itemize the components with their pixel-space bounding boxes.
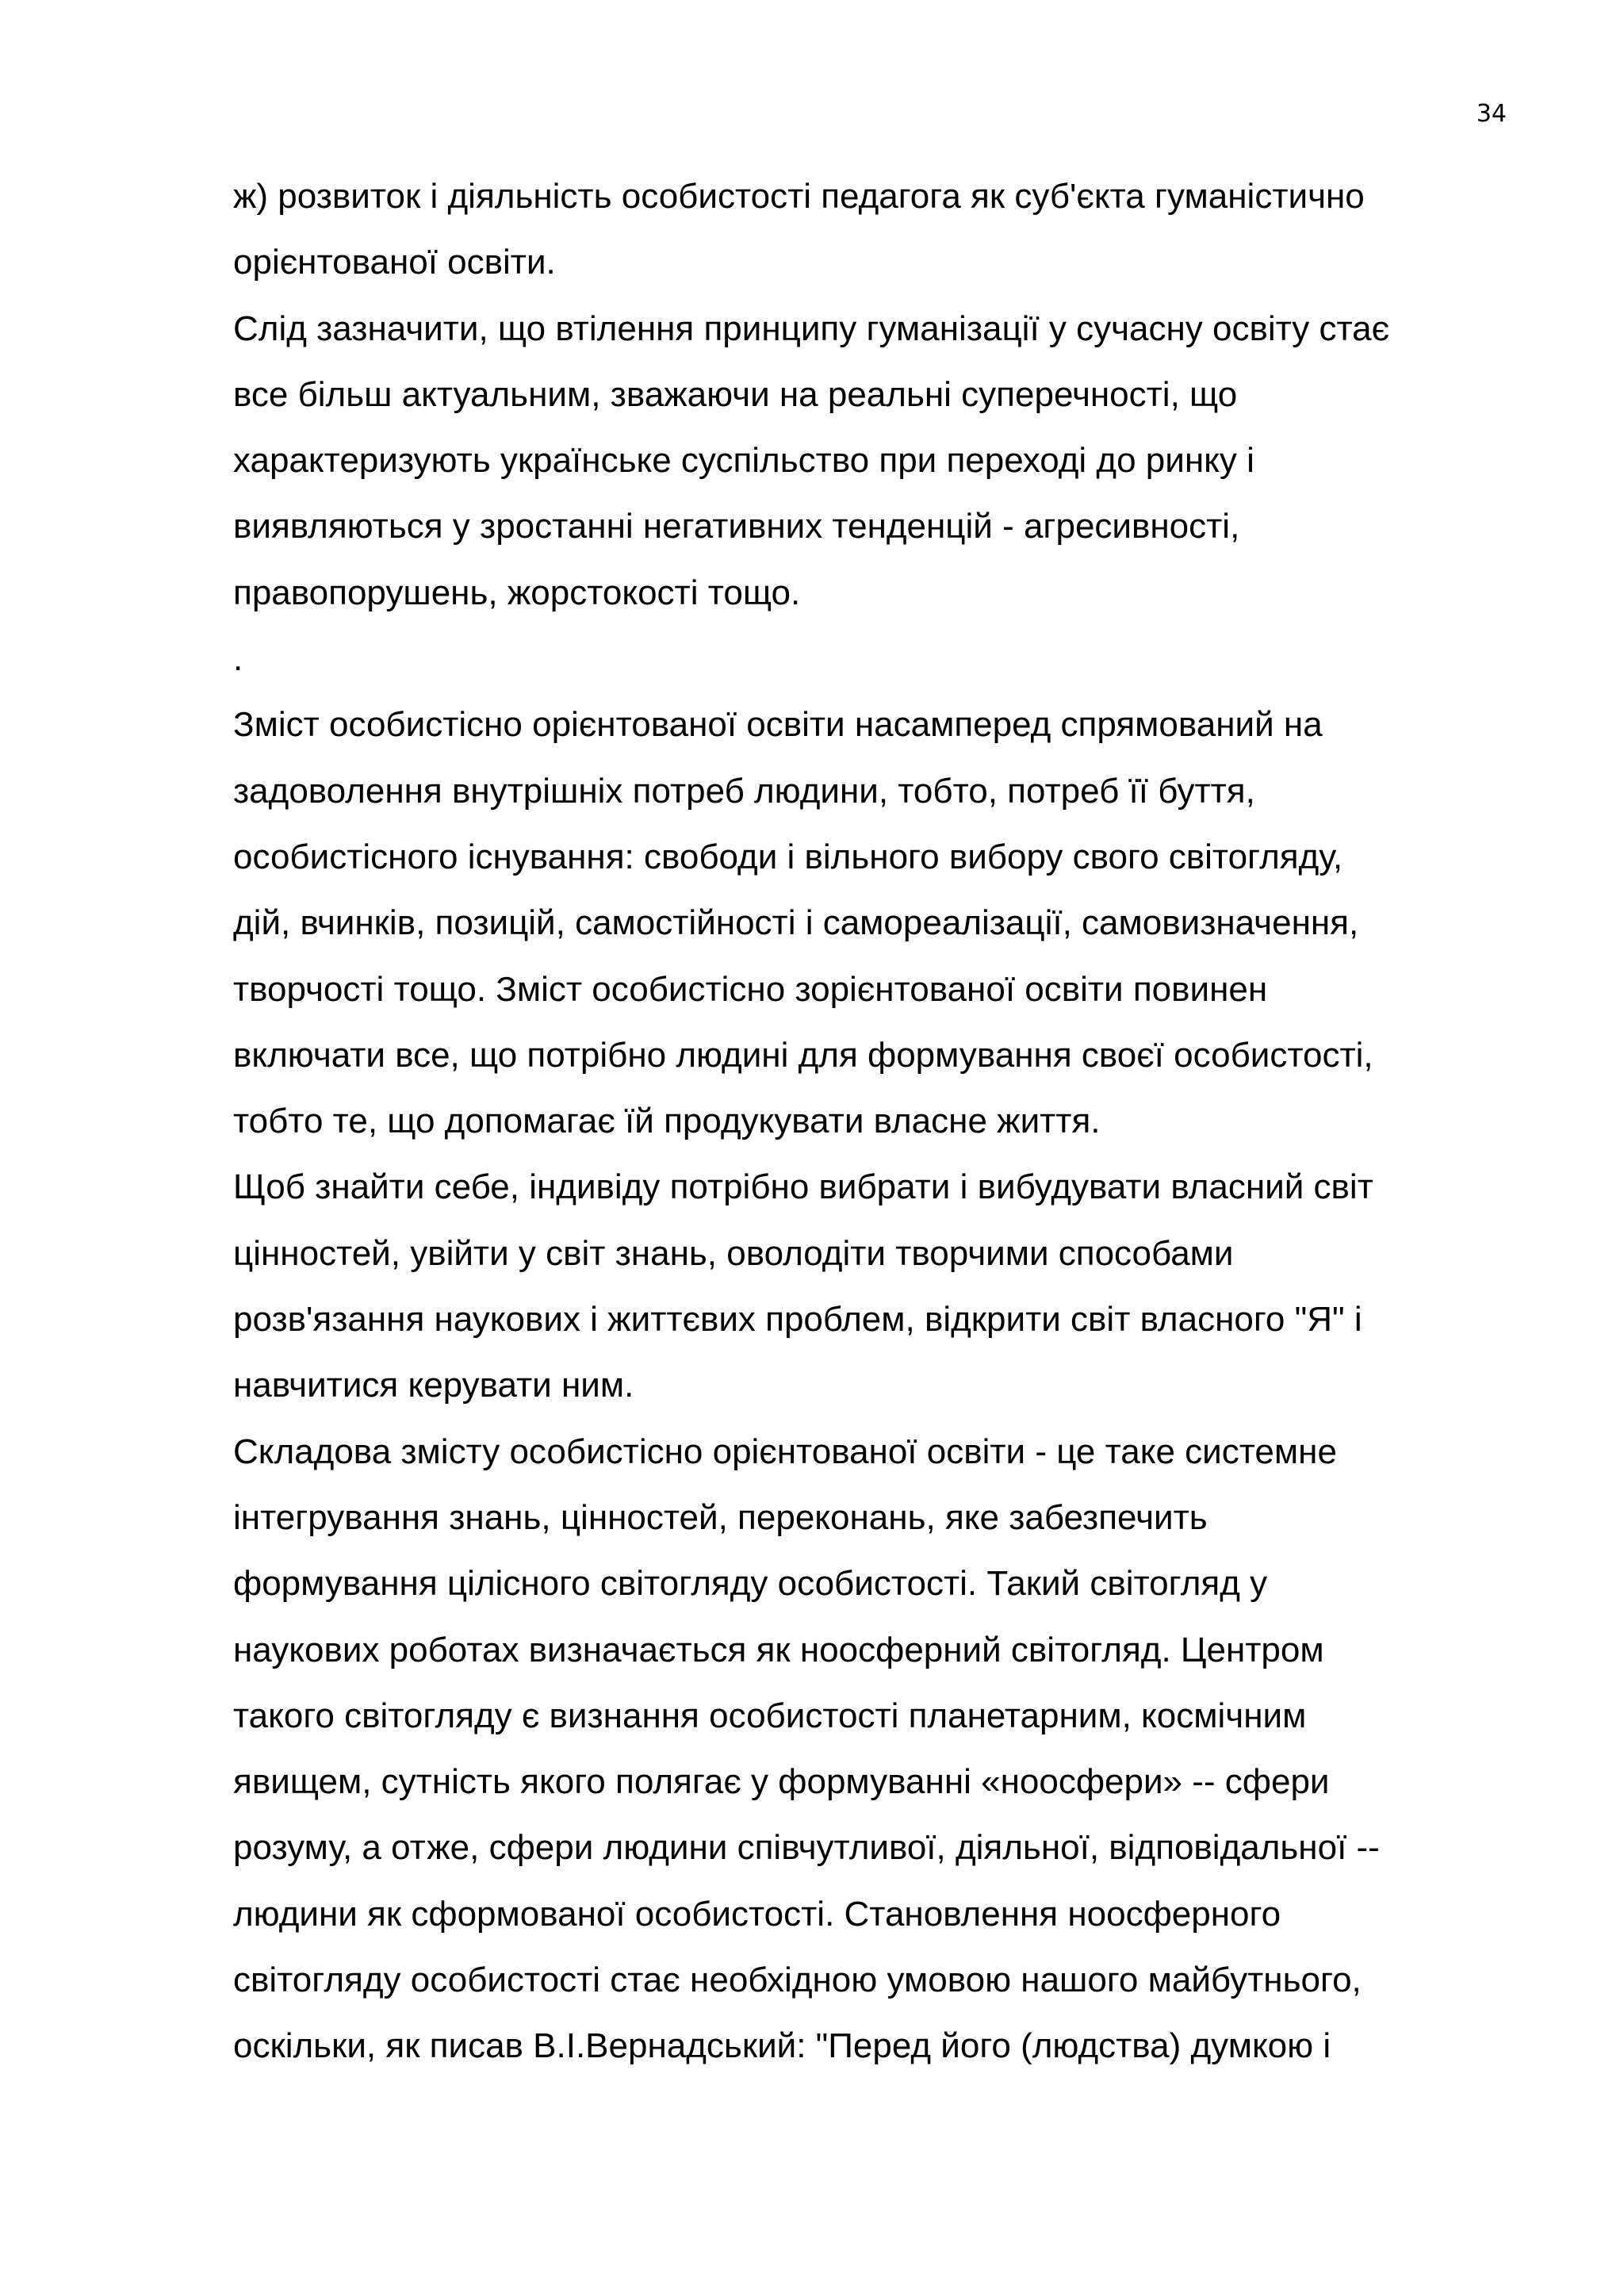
text-line: ж) розвиток і діяльність особистості педагога як суб'єкта гуманістично — [233, 177, 1365, 216]
text-line: розв'язання наукових і життєвих проблем, відкрити світ власного "Я" і — [233, 1300, 1362, 1340]
text-line: включати все, що потрібно людині для формування своєї особистості, — [233, 1035, 1373, 1075]
text-line: формування цілісного світогляду особистості. Такий світогляд у — [233, 1564, 1268, 1604]
text-line: Зміст особистісно орієнтованої освіти насамперед спрямований на — [233, 705, 1323, 745]
text-line: орієнтованої освіти. — [233, 243, 556, 282]
text-line: наукових роботах визначається як ноосферний світогляд. Центром — [233, 1630, 1324, 1669]
text-line: світогляду особистості стає необхідною умовою нашого майбутнього, — [233, 1961, 1362, 2000]
text-line: Щоб знайти себе, індивіду потрібно вибрати і вибудувати власний світ — [233, 1167, 1373, 1207]
text-line: Слід зазначити, що втілення принципу гуманізації у сучасну освіту стає — [233, 309, 1390, 348]
text-line: навчитися керувати ним. — [233, 1366, 634, 1405]
text-line: тобто те, що допомагає їй продукувати власне життя. — [233, 1102, 1101, 1141]
text-line: задоволення внутрішніх потреб людини, тобто, потреб її буття, — [233, 771, 1255, 811]
text-line: характеризують українське суспільство при переході до ринку і — [233, 441, 1254, 481]
text-line: цінностей, увійти у світ знань, оволодіти творчими способами — [233, 1233, 1234, 1273]
text-line: явищем, сутність якого полягає у формуванні «ноосфери» -- сфери — [233, 1762, 1330, 1802]
text-line: інтегрування знань, цінностей, переконань, яке забезпечить — [233, 1497, 1208, 1537]
text-line: творчості тощо. Зміст особистісно зорієнтованої освіти повинен — [233, 969, 1268, 1009]
text-line: розуму, а отже, сфери людини співчутливої, діяльної, відповідальної -- — [233, 1828, 1380, 1868]
text-line: такого світогляду є визнання особистості планетарним, космічним — [233, 1696, 1307, 1735]
text-line: оскільки, як писав В.І.Вернадський: "Перед його (людства) думкою і — [233, 2026, 1331, 2066]
text-line: людини як сформованої особистості. Становлення ноосферного — [233, 1894, 1281, 1934]
text-line: правопорушень, жорстокості тощо. — [233, 573, 801, 612]
text-line: все більш актуальним, зважаючи на реальні суперечності, що — [233, 374, 1238, 414]
text-line: особистісного існування: свободи і вільного вибору свого світогляду, — [233, 837, 1343, 876]
text-line: виявляються у зростанні негативних тенденцій - агресивності, — [233, 507, 1240, 546]
text-line: дій, вчинків, позицій, самостійності і самореалізації, самовизначення, — [233, 903, 1359, 943]
page-number: 34 — [1476, 100, 1507, 128]
text-line: Складова змісту особистісно орієнтованої освіти - це таке системне — [233, 1432, 1337, 1471]
text-line: . — [233, 639, 243, 679]
body-text — [233, 163, 1534, 2079]
